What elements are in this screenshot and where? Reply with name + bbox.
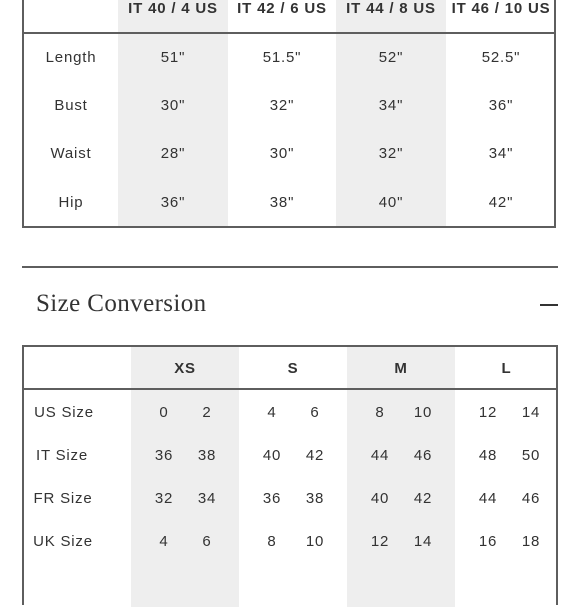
row-label-length: Length [45,49,97,66]
table-cell: 4 [159,533,169,550]
table-cell: 34 [197,490,217,507]
table-cell: 51.5" [262,49,302,66]
column-header-l: L [501,360,512,377]
table-cell: 0 [159,404,169,421]
minus-icon[interactable] [540,304,558,306]
table-cell: 36 [262,490,282,507]
table-cell: 10 [305,533,325,550]
table-cell: 50 [521,447,541,464]
column-header-s: S [287,360,299,377]
table-cell: 32" [269,97,295,114]
table-cell: 34" [488,145,514,162]
table-cell: 42 [305,447,325,464]
table-cell: 4 [267,404,277,421]
section-divider [22,266,558,268]
table-cell: 28" [160,145,186,162]
table-cell: 10 [413,404,433,421]
column-header: IT 44 / 8 US [346,0,436,17]
table-cell: 18 [521,533,541,550]
table-cell: 38 [197,447,217,464]
table-cell: 44 [478,490,498,507]
table-cell: 14 [413,533,433,550]
table-cell: 40 [262,447,282,464]
table-cell: 36 [154,447,174,464]
row-label-hip: Hip [58,194,84,211]
header-separator [24,388,556,390]
table-cell: 30" [160,97,186,114]
table-cell: 6 [310,404,320,421]
column-header-m: M [394,360,408,377]
table-cell: 14 [521,404,541,421]
table-cell: 16 [478,533,498,550]
size-chart-table [22,0,556,228]
table-cell: 2 [202,404,212,421]
table-cell: 12 [478,404,498,421]
table-cell: 40" [378,194,404,211]
table-cell: 36" [160,194,186,211]
row-label-waist: Waist [50,145,92,162]
table-cell: 38" [269,194,295,211]
header-separator [24,32,554,34]
table-cell: 30" [269,145,295,162]
table-cell: 44 [370,447,390,464]
row-label-us-size: US Size [34,404,94,421]
table-cell: 12 [370,533,390,550]
row-label-uk-size: UK Size [33,533,93,550]
table-cell: 42" [488,194,514,211]
table-cell: 42 [413,490,433,507]
table-cell: 6 [202,533,212,550]
column-header: IT 40 / 4 US [128,0,218,17]
table-cell: 40 [370,490,390,507]
column-header: IT 42 / 6 US [237,0,327,17]
table-cell: 8 [375,404,385,421]
column-header-xs: XS [174,360,196,377]
row-label-bust: Bust [54,97,88,114]
row-label-fr-size: FR Size [33,490,93,507]
size-conversion-table [22,345,558,605]
table-cell: 32" [378,145,404,162]
row-label-it-size: IT Size [35,447,88,464]
table-cell: 34" [378,97,404,114]
shaded-column [131,347,239,607]
shaded-column [347,347,455,607]
section-title[interactable]: Size Conversion [36,290,207,317]
table-cell: 46 [413,447,433,464]
table-cell: 52" [378,49,404,66]
table-cell: 8 [267,533,277,550]
table-cell: 48 [478,447,498,464]
table-cell: 38 [305,490,325,507]
table-cell: 32 [154,490,174,507]
column-header: IT 46 / 10 US [451,0,551,17]
table-cell: 36" [488,97,514,114]
table-cell: 51" [160,49,186,66]
table-cell: 46 [521,490,541,507]
table-cell: 52.5" [481,49,521,66]
